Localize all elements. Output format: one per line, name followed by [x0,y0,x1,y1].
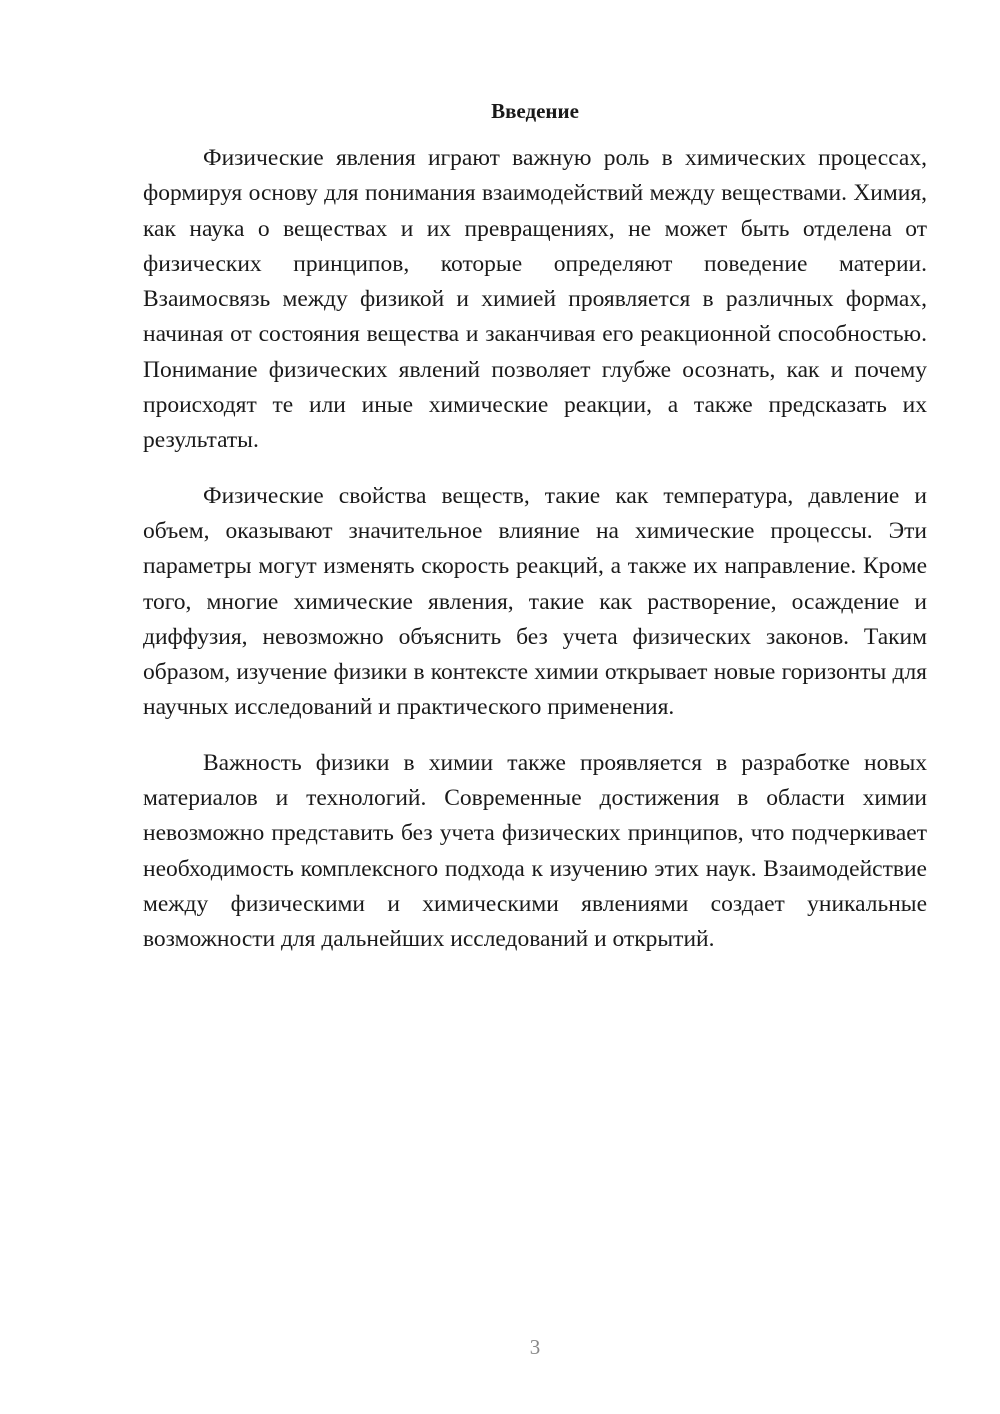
body-text [143,141,927,958]
paragraph-1: Физические явления играют важную роль в химических процессах, формируя основу для понимания взаимодействий между веществами. Химия, как наука о веществах и их превращениях, не может быть отделена от физических принципов, которые определяют поведение материи. Взаимосвязь между физикой и химией проявляется в различных формах, начиная от состояния вещества и заканчивая его реакционной способностью. Понимание физических явлений позволяет глубже осознать, как и почему происходят те или иные химические реакции, а также предсказать их результаты. [143,145,927,454]
paragraph-3: Важность физики в химии также проявляется в разработке новых материалов и технологий. Современные достижения в области химии невозможно представить без учета физических принципов, что подчеркивает необходимость комплексного подхода к изучению этих наук. Взаимодействие между физическими и химическими явлениями создает уникальные возможности для дальнейших исследований и открытий. [143,749,927,953]
page-number: 3 [529,1335,541,1359]
paragraph-2: Физические свойства веществ, такие как температура, давление и объем, оказывают значительное влияние на химические процессы. Эти параметры могут изменять скорость реакций, а также их направление. Кроме того, многие химические явления, такие как растворение, осаждение и диффузия, невозможно объяснить без учета физических законов. Таким образом, изучение физики в контексте химии открывает новые горизонты для научных исследований и практического применения. [143,482,927,721]
section-heading: Введение [491,99,579,123]
